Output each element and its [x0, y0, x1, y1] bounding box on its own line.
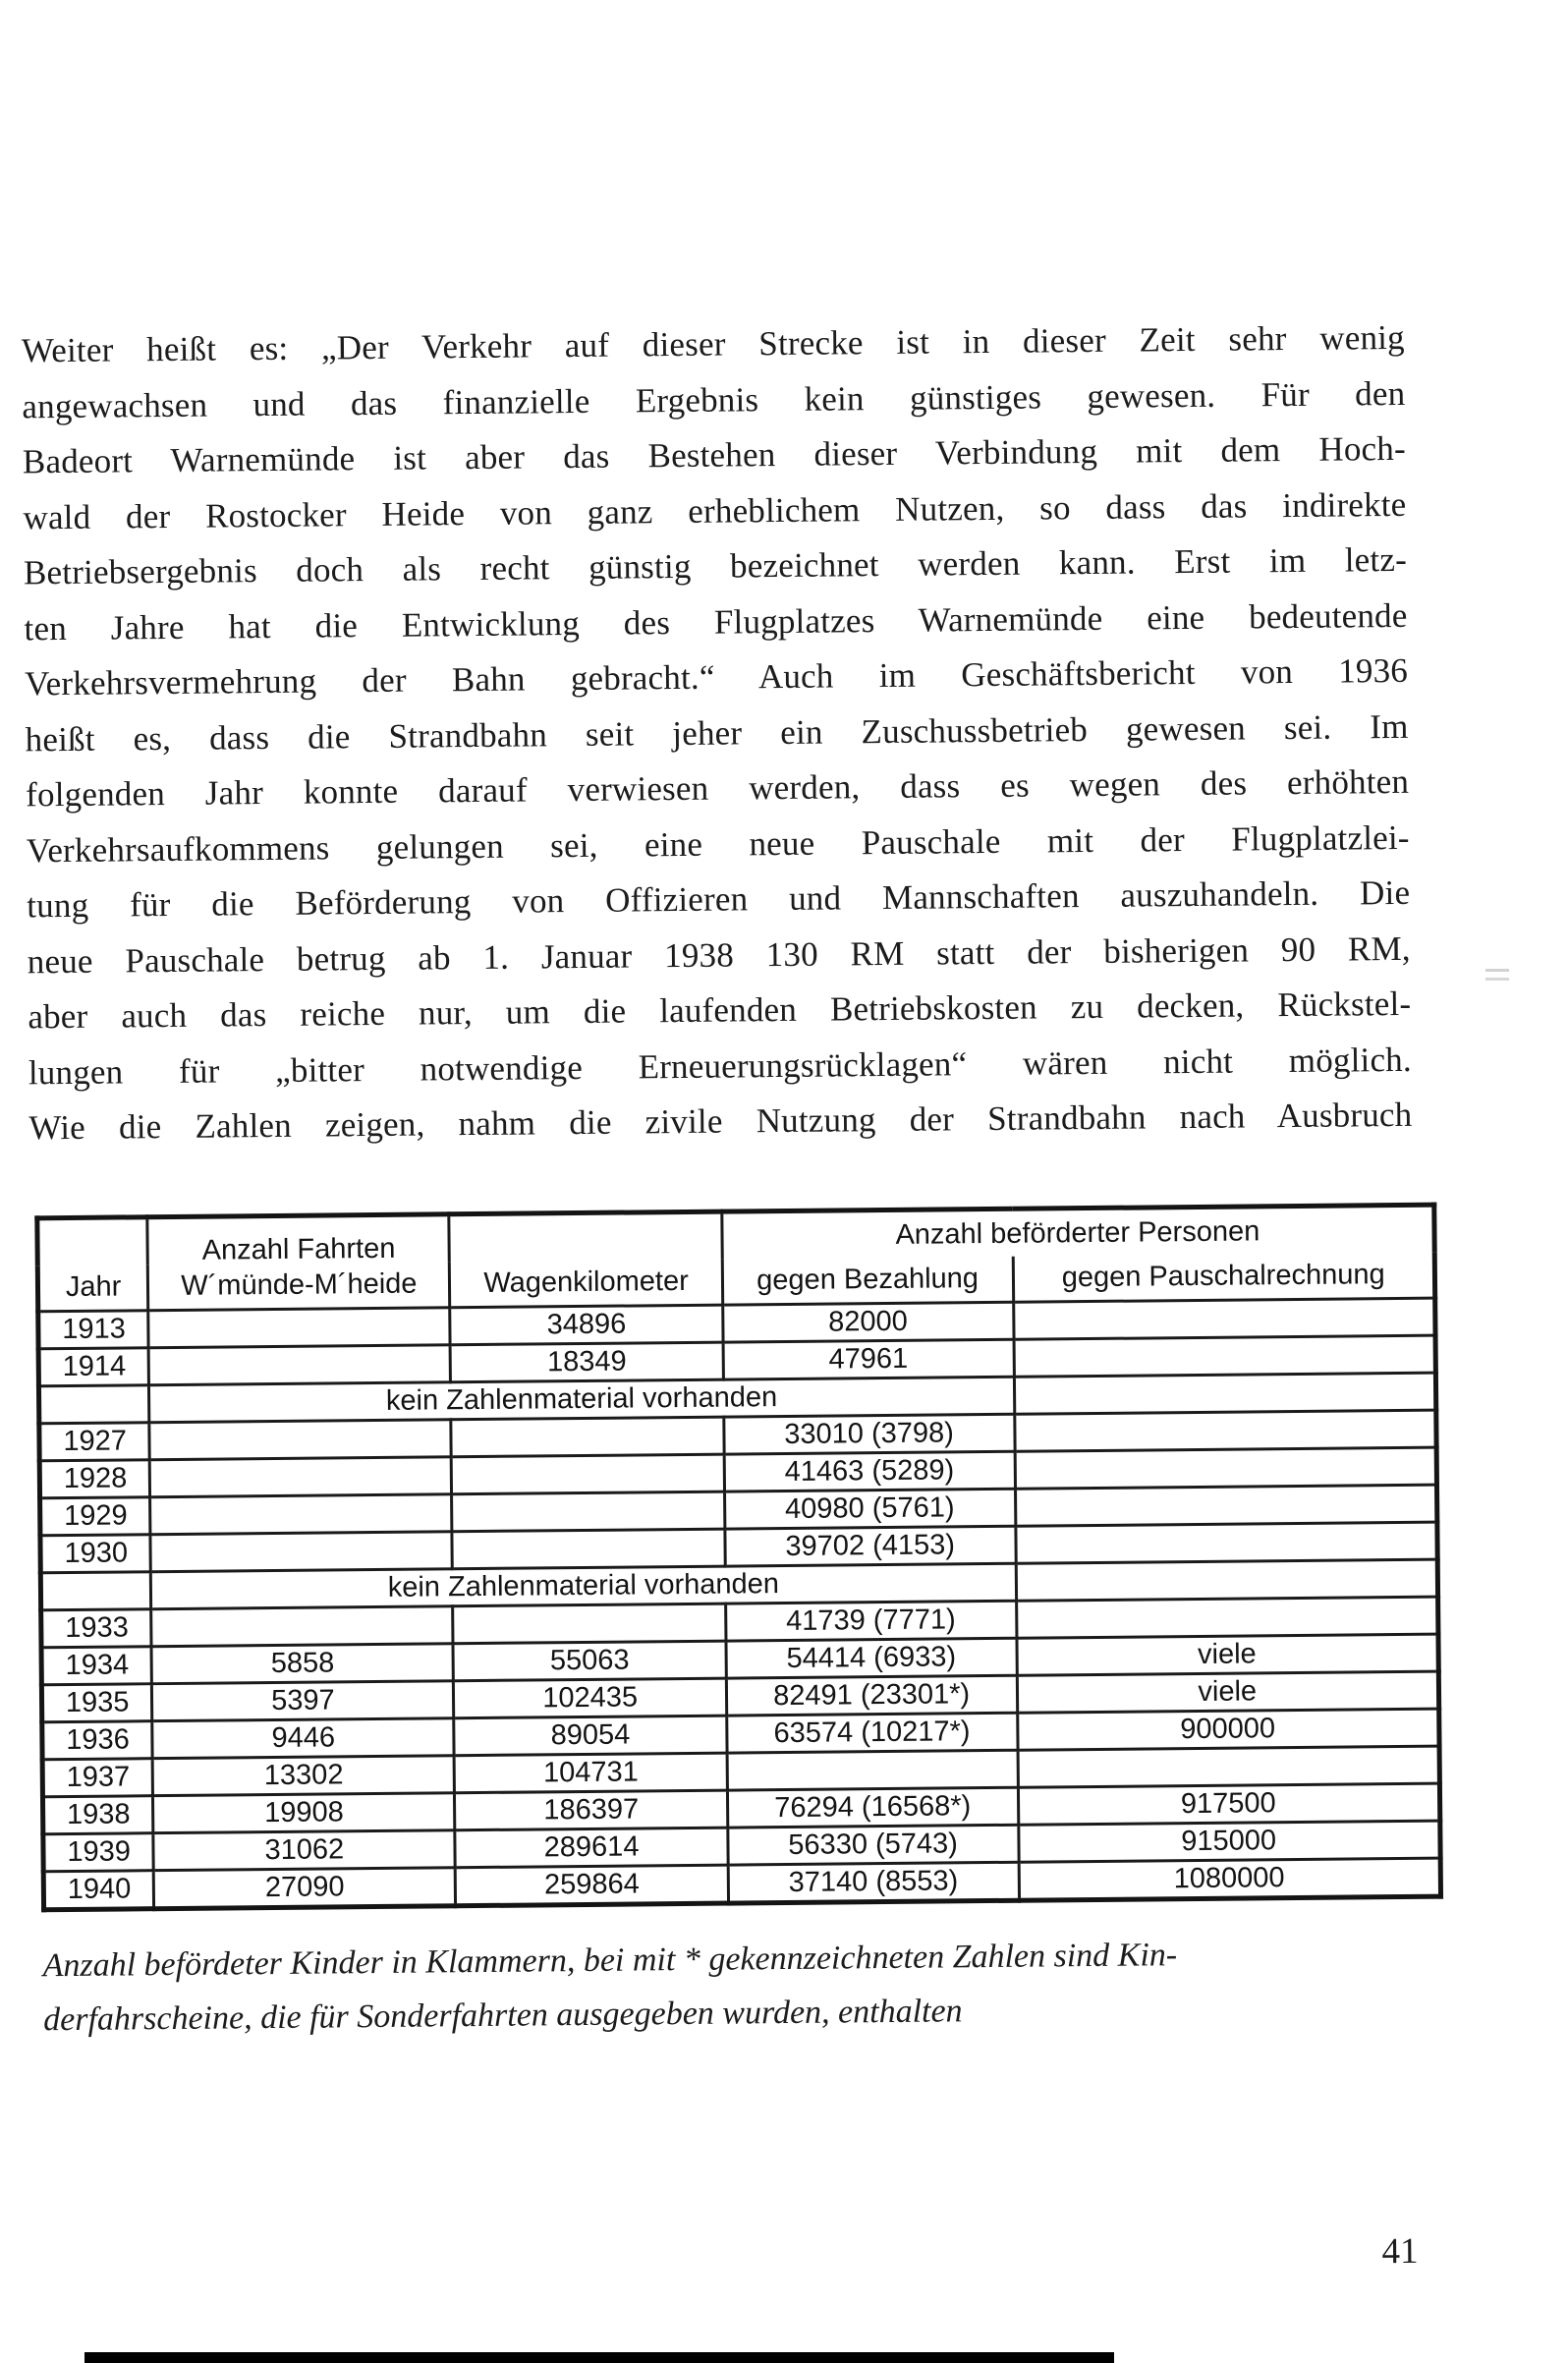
header-jahr: Jahr — [37, 1217, 148, 1312]
cell-wagenkilometer — [452, 1454, 725, 1494]
cell-jahr: 1940 — [43, 1871, 154, 1910]
cell-pauschalrechnung — [1014, 1335, 1436, 1377]
cell-bezahlung: 37140 (8553) — [728, 1862, 1019, 1903]
paragraph-line: Weiter heißt es: „Der Verkehr auf dieser Strecke ist in dieser Zeit sehr wenig — [21, 317, 1405, 370]
paragraph-line: Badeort Warnemünde ist aber das Bestehen dieser Verbindung mit dem Hoch- — [22, 428, 1407, 481]
cell-jahr — [38, 1385, 149, 1424]
cell-bezahlung: 82491 (23301*) — [726, 1675, 1017, 1716]
cell-wagenkilometer: 104731 — [455, 1753, 728, 1793]
cell-jahr: 1928 — [39, 1460, 150, 1498]
paragraph-line: wald der Rostocker Heide von ganz erheblichem Nutzen, so dass das indirekte — [23, 484, 1407, 536]
paragraph-line: aber auch das reiche nur, um die laufenden Betriebskosten zu decken, Rückstel- — [28, 984, 1412, 1037]
paragraph-line: folgenden Jahr konnte darauf verwiesen werden, dass es wegen des erhöhten — [25, 761, 1410, 815]
cell-pauschalrechnung — [1015, 1447, 1437, 1489]
cell-fahrten: 31062 — [153, 1830, 455, 1871]
cell-fahrten — [150, 1494, 452, 1535]
cell-wagenkilometer: 102435 — [454, 1678, 727, 1718]
cell-wagenkilometer — [451, 1417, 724, 1457]
cell-pauschalrechnung — [1016, 1597, 1438, 1638]
header-fahrten-line1: Anzahl Fahrten — [201, 1232, 396, 1266]
statistics-table — [34, 1203, 1443, 1913]
table-body — [38, 1298, 1441, 1910]
cell-bezahlung: 41463 (5289) — [724, 1451, 1015, 1491]
header-fahrten-line2: W´münde-M´heide — [181, 1267, 418, 1302]
cell-bezahlung: 76294 (16568*) — [727, 1787, 1018, 1828]
paragraph-line: angewachsen und das finanzielle Ergebnis kein günstiges gewesen. Für den — [22, 373, 1406, 425]
paragraph-line: Verkehrsaufkommens gelungen sei, eine neue Pauschale mit der Flugplatzlei- — [26, 817, 1410, 870]
cell-bezahlung: 40980 (5761) — [724, 1489, 1015, 1529]
page-number: 41 — [1381, 2230, 1419, 2273]
cell-bezahlung: 47961 — [723, 1339, 1014, 1379]
cell-bezahlung: 63574 (10217*) — [726, 1713, 1017, 1753]
cell-fahrten: 9446 — [152, 1718, 454, 1759]
caption-line: Anzahl befördeter Kinder in Klammern, bei mit * gekennzeichneten Zahlen sind Kin- — [42, 1937, 1178, 1985]
cell-wagenkilometer: 186397 — [455, 1790, 728, 1830]
cell-bezahlung: 56330 (5743) — [728, 1825, 1019, 1865]
header-pauschalrechnung: gegen Pauschalrechnung — [1013, 1253, 1435, 1303]
cell-jahr: 1937 — [42, 1759, 153, 1797]
cell-pauschalrechnung: 915000 — [1018, 1821, 1440, 1862]
cell-jahr: 1936 — [42, 1721, 153, 1760]
cell-pauschalrechnung — [1014, 1373, 1436, 1414]
paragraph-line: heißt es, dass die Strandbahn seit jeher ein Zuschussbetrieb gewesen sei. Im — [25, 706, 1409, 759]
cell-no-data: kein Zahlenmaterial vorhanden — [149, 1377, 1015, 1422]
cell-bezahlung: 39702 (4153) — [725, 1526, 1016, 1566]
cell-fahrten — [148, 1308, 450, 1348]
cell-jahr: 1929 — [40, 1497, 151, 1536]
cell-fahrten: 5397 — [152, 1681, 454, 1721]
paragraph-line: tung für die Beförderung von Offizieren und Mannschaften auszuhandeln. Die — [27, 872, 1411, 926]
cell-pauschalrechnung — [1016, 1559, 1438, 1601]
cell-no-data: kein Zahlenmaterial vorhanden — [151, 1563, 1017, 1608]
paragraph-line: Betriebsergebnis doch als recht günstig bezeichnet werden kann. Erst im letz- — [23, 539, 1408, 592]
table-caption — [42, 1925, 1527, 2047]
caption-line: derfahrscheine, die für Sonderfahrten ausgegeben wurden, enthalten — [42, 1993, 963, 2039]
cell-jahr: 1914 — [38, 1348, 149, 1386]
cell-bezahlung: 33010 (3798) — [724, 1414, 1015, 1454]
cell-fahrten — [149, 1420, 451, 1460]
cell-jahr: 1935 — [41, 1684, 152, 1722]
scan-edge-artifact — [84, 2352, 1114, 2363]
scan-smudge-artifact — [1485, 969, 1509, 972]
cell-bezahlung — [727, 1750, 1018, 1790]
cell-wagenkilometer: 259864 — [456, 1865, 729, 1906]
paragraph-line: Verkehrsvermehrung der Bahn gebracht.“ Auch im Geschäftsbericht von 1936 — [24, 650, 1409, 703]
paragraph-line: ten Jahre hat die Entwicklung des Flugplatzes Warnemünde eine bedeutende — [24, 595, 1408, 647]
cell-pauschalrechnung: 1080000 — [1019, 1858, 1441, 1900]
cell-jahr: 1933 — [41, 1609, 152, 1648]
cell-pauschalrechnung — [1013, 1298, 1435, 1339]
cell-pauschalrechnung: viele — [1017, 1671, 1439, 1713]
cell-pauschalrechnung — [1015, 1522, 1437, 1563]
cell-jahr: 1934 — [41, 1647, 152, 1685]
paragraph-line: Wie die Zahlen zeigen, nahm die zivile Nutzung der Strandbahn nach Ausbruch — [28, 1095, 1413, 1148]
cell-pauschalrechnung — [1015, 1485, 1437, 1526]
paragraph-line: neue Pauschale betrug ab 1. Januar 1938 130 RM statt der bisherigen 90 RM, — [27, 928, 1411, 981]
cell-jahr: 1939 — [43, 1833, 154, 1872]
cell-jahr — [40, 1572, 151, 1610]
cell-jahr: 1930 — [40, 1535, 151, 1573]
cell-fahrten — [150, 1532, 452, 1572]
cell-bezahlung: 54414 (6933) — [726, 1638, 1017, 1678]
cell-pauschalrechnung — [1018, 1746, 1440, 1787]
cell-pauschalrechnung: viele — [1016, 1634, 1438, 1675]
cell-fahrten: 27090 — [154, 1868, 457, 1909]
cell-bezahlung: 82000 — [722, 1302, 1013, 1342]
cell-jahr: 1913 — [38, 1311, 149, 1349]
cell-pauschalrechnung: 917500 — [1018, 1783, 1440, 1825]
cell-wagenkilometer — [452, 1529, 725, 1569]
header-wagenkilometer: Wagenkilometer — [449, 1211, 722, 1308]
header-personen: Anzahl beförderter Personen — [722, 1205, 1435, 1259]
cell-wagenkilometer: 18349 — [451, 1342, 724, 1382]
cell-pauschalrechnung: 900000 — [1017, 1709, 1439, 1750]
cell-fahrten — [148, 1345, 450, 1385]
cell-pauschalrechnung — [1014, 1410, 1436, 1451]
cell-fahrten: 19908 — [153, 1793, 455, 1833]
cell-fahrten: 13302 — [152, 1756, 454, 1796]
cell-wagenkilometer: 34896 — [450, 1305, 723, 1345]
cell-wagenkilometer: 289614 — [455, 1828, 728, 1868]
cell-fahrten — [150, 1457, 452, 1497]
cell-wagenkilometer: 89054 — [454, 1716, 727, 1756]
cell-wagenkilometer — [453, 1603, 726, 1644]
cell-fahrten: 5858 — [151, 1644, 453, 1684]
header-bezahlung: gegen Bezahlung — [722, 1257, 1013, 1305]
cell-jahr: 1938 — [42, 1796, 153, 1834]
cell-jahr: 1927 — [39, 1423, 150, 1461]
cell-bezahlung: 41739 (7771) — [725, 1601, 1016, 1641]
cell-wagenkilometer: 55063 — [453, 1641, 726, 1681]
paragraph-line: lungen für „bitter notwendige Erneuerungsrücklagen“ wären nicht möglich. — [28, 1040, 1413, 1092]
body-paragraph — [22, 310, 1413, 1156]
header-fahrten — [147, 1214, 450, 1311]
cell-wagenkilometer — [452, 1491, 725, 1532]
table-header — [37, 1205, 1435, 1312]
cell-fahrten — [151, 1606, 453, 1647]
